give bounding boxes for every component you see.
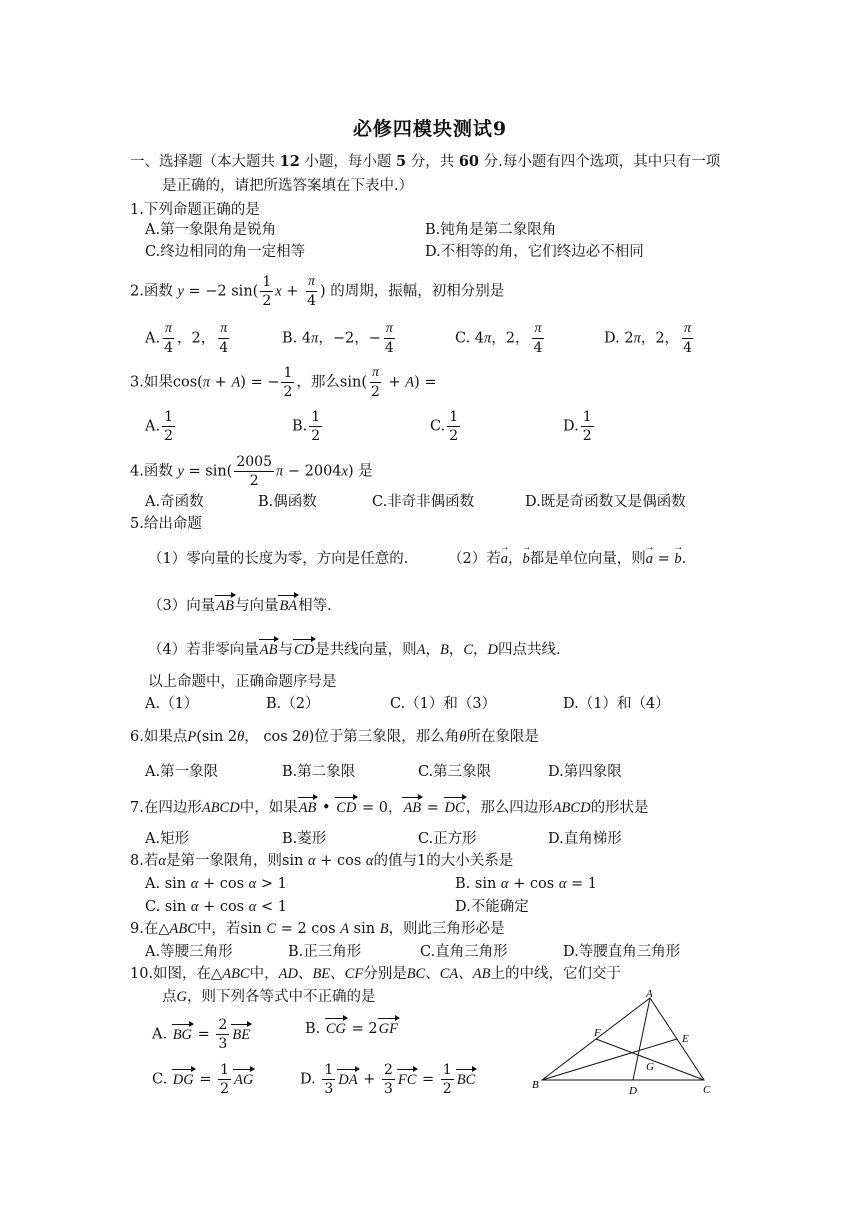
page-title: 必修四模块测试9 bbox=[352, 118, 508, 140]
q5-option-a: A.（1） bbox=[145, 696, 199, 712]
q4-option-c: C.非奇非偶函数 bbox=[372, 494, 475, 510]
q9-option-d: D.等腰直角三角形 bbox=[563, 944, 681, 960]
q1-option-d: D.不相等的角，它们终边必不相同 bbox=[425, 244, 644, 260]
q3-option-c: C. $\frac{1}{2}$ bbox=[430, 409, 459, 444]
q9-stem: 9.在△ABC中，若sin C = 2 cos A sin B，则此三角形必是 bbox=[130, 921, 505, 937]
label-c: C bbox=[703, 1084, 711, 1096]
q9-option-c: C.直角三角形 bbox=[420, 944, 508, 960]
q3-option-a: A. $\frac{1}{2}$ bbox=[145, 409, 174, 444]
q8-stem: 8.若α是第一象限角，则sin α + cos α的值与1的大小关系是 bbox=[130, 853, 514, 869]
label-b: B bbox=[532, 1079, 539, 1091]
q7-option-d: D.直角梯形 bbox=[548, 831, 622, 847]
q10-option-a: A. BG = $\frac{2}{3}$ BE bbox=[152, 1017, 251, 1052]
label-d: D bbox=[629, 1085, 637, 1097]
q5-option-c: C.（1）和（3） bbox=[390, 696, 497, 712]
q4-stem: 4.函数 y = sin( $\frac{2005}{2}$ π − 2004x) 是 bbox=[130, 454, 373, 489]
label-a: A bbox=[646, 990, 653, 1000]
q9-option-a: A.等腰三角形 bbox=[145, 944, 233, 960]
q5-prop-4: （4）若非零向量AB与CD是共线向量，则A，B，C，D四点共线. bbox=[148, 639, 561, 660]
q10-stem-line2: 点G，则下列各等式中不正确的是 bbox=[162, 989, 376, 1005]
label-g: G bbox=[646, 1061, 654, 1073]
q5-prop-2: （2）若→ a，→ b都是单位向量，则→ a = → b. bbox=[448, 549, 686, 569]
q2-option-d: D. 2π，2， $\frac{\pi}{4}$ bbox=[604, 321, 692, 356]
section-heading-line2: 是正确的，请把所选答案填在下表中.） bbox=[162, 178, 414, 194]
q5-stem: 5.给出命题 bbox=[130, 516, 202, 532]
q8-option-d: D.不能确定 bbox=[455, 899, 529, 915]
q7-stem: 7.在四边形ABCD中，如果AB • CD = 0，AB = DC，那么四边形ABCD的形状是 bbox=[130, 797, 649, 818]
q5-option-d: D.（1）和（4） bbox=[563, 696, 670, 712]
label-e: E bbox=[682, 1033, 689, 1045]
q10-stem: 10.如图，在△ABC中，AD、BE、CF分别是BC、CA、AB上的中线，它们交于 bbox=[130, 966, 621, 982]
q1-option-b: B.钝角是第二象限角 bbox=[425, 222, 557, 238]
median-be bbox=[542, 1039, 677, 1080]
q10-option-c: C. DG = $\frac{1}{2}$ AG bbox=[152, 1062, 254, 1097]
q6-option-d: D.第四象限 bbox=[548, 764, 622, 780]
label-f: F bbox=[594, 1027, 601, 1039]
triangle-figure bbox=[528, 990, 728, 1100]
q5-option-b: B.（2） bbox=[266, 696, 320, 712]
q8-option-a: A. sin α + cos α > 1 bbox=[145, 876, 287, 892]
q5-ask: 以上命题中，正确命题序号是 bbox=[148, 674, 337, 690]
q10-option-b: B. CG = 2GF bbox=[305, 1018, 399, 1039]
q3-option-d: D. $\frac{1}{2}$ bbox=[563, 409, 592, 444]
q4-option-b: B.偶函数 bbox=[258, 494, 317, 510]
q2-option-c: C. 4π，2， $\frac{\pi}{4}$ bbox=[455, 321, 543, 356]
q6-option-b: B.第二象限 bbox=[282, 764, 356, 780]
q6-option-c: C.第三象限 bbox=[418, 764, 492, 780]
q7-option-b: B.菱形 bbox=[282, 831, 327, 847]
q4-option-d: D.既是奇函数又是偶函数 bbox=[525, 494, 686, 510]
q6-option-a: A.第一象限 bbox=[145, 764, 219, 780]
q1-option-a: A.第一象限角是锐角 bbox=[145, 222, 277, 238]
q1-stem: 1.下列命题正确的是 bbox=[130, 202, 260, 218]
q9-option-b: B.正三角形 bbox=[288, 944, 362, 960]
q3-stem: 3.如果cos(π + A) = − $\frac{1}{2}$ ，那么sin( $\frac{\pi}{2}$ + A) = bbox=[130, 365, 437, 400]
q1-option-c: C.终边相同的角一定相等 bbox=[145, 244, 306, 260]
triangle-abc bbox=[542, 998, 704, 1080]
q2-option-b: B. 4π，−2，− $\frac{\pi}{4}$ bbox=[282, 321, 394, 356]
q2-option-a: A. $\frac{\pi}{4}$ ，2， $\frac{\pi}{4}$ bbox=[145, 321, 229, 356]
q6-stem: 6.如果点P(sin 2θ， cos 2θ)位于第三象限，那么角θ所在象限是 bbox=[130, 729, 539, 745]
q5-prop-1: （1）零向量的长度为零，方向是任意的. bbox=[148, 551, 409, 567]
q10-option-d: D. $\frac{1}{3}$ DA + $\frac{2}{3}$ FC = $\frac{1}{2}$ BC bbox=[300, 1062, 476, 1097]
q7-option-c: C.正方形 bbox=[418, 831, 477, 847]
q3-option-b: B. $\frac{1}{2}$ bbox=[292, 409, 321, 444]
q8-option-b: B. sin α + cos α = 1 bbox=[455, 876, 598, 892]
q5-prop-3: （3）向量AB与向量BA相等. bbox=[148, 595, 332, 616]
median-cf bbox=[596, 1039, 704, 1080]
q8-option-c: C. sin α + cos α < 1 bbox=[145, 899, 287, 915]
q7-option-a: A.矩形 bbox=[145, 831, 190, 847]
q2-stem: 2.函数 y = −2 sin( $\frac{1}{2}$ x + $\frac{\pi}{4}$ ) 的周期，振幅，初相分别是 bbox=[130, 274, 505, 309]
section-heading: 一、选择题（本大题共 12 小题，每小题 5 分，共 60 分.每小题有四个选项，其中只有一项 bbox=[130, 153, 721, 170]
q4-option-a: A.奇函数 bbox=[145, 494, 204, 510]
